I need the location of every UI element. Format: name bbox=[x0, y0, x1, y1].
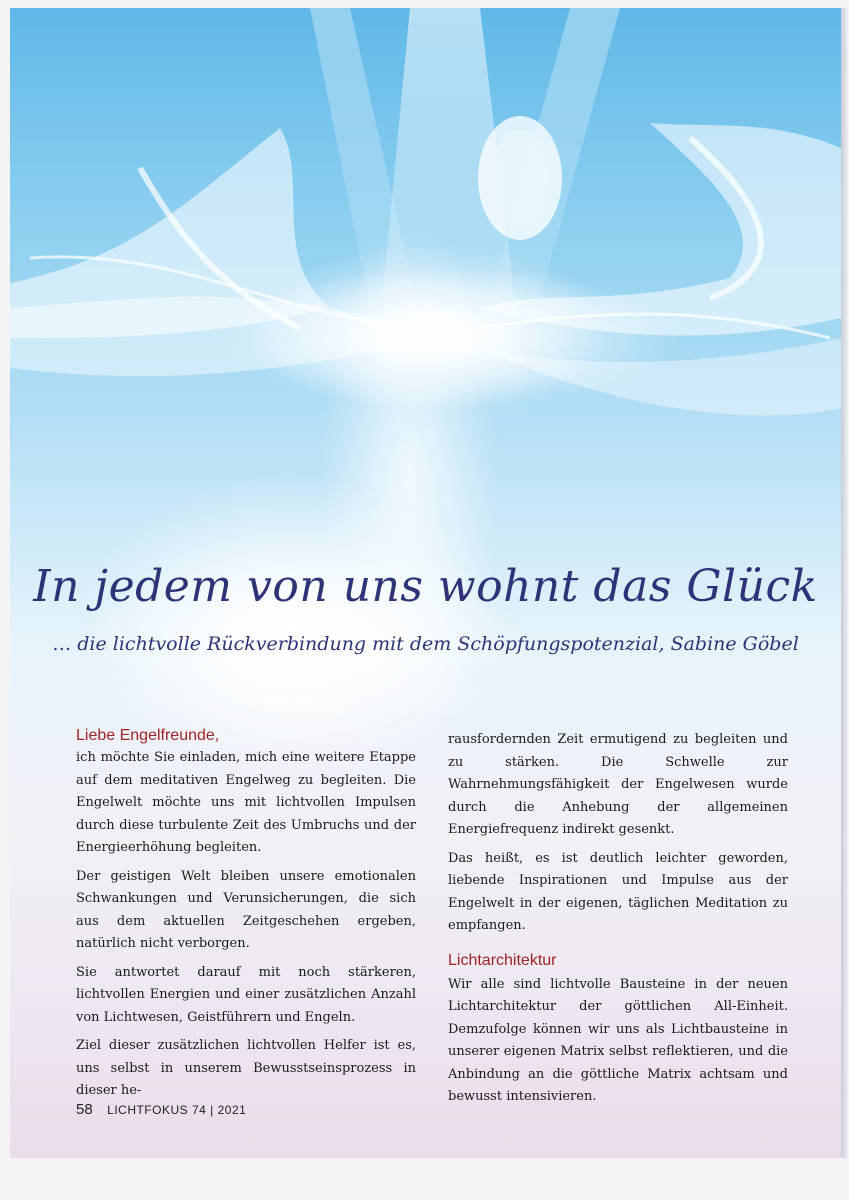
page-edge-shadow bbox=[841, 8, 849, 1158]
page-footer bbox=[76, 1101, 246, 1119]
paragraph: Ziel dieser zusätzlichen lichtvollen Helfer ist es, uns selbst in unserem Bewusstseinsprozess in dieser he- bbox=[76, 1038, 416, 1098]
paragraph: ich möchte Sie einladen, mich eine weitere Etappe auf dem meditativen Engelweg zu begleiten. Die Engelwelt möchte uns mit lichtvollen Impulsen durch diese turbulente Zeit des Umbruchs und der Energieerhöhung begleiten. bbox=[76, 750, 416, 855]
paragraph: rausfordernden Zeit ermutigend zu begleiten und zu stärken. Die Schwelle zur Wahrnehmungsfähigkeit der Engelwesen wurde durch die Anhebung der allgemeinen Energiefrequenz indirekt gesenkt. bbox=[448, 732, 788, 837]
right-column bbox=[448, 729, 788, 1115]
paragraph: Das heißt, es ist deutlich leichter geworden, liebende Inspirationen und Impulse aus der Engelwelt in der eigenen, täglichen Meditation zu empfangen. bbox=[448, 850, 788, 933]
section-heading: Lichtarchitektur bbox=[448, 951, 557, 969]
paragraph: Wir alle sind lichtvolle Bausteine in der neuen Lichtarchitektur der göttlichen All-Einheit. Demzufolge können wir uns als Lichtbausteine in unserer eigenen Matrix selbst reflektieren, und die Anbindung an die göttliche Matrix achtsam und bewusst intensivieren. bbox=[448, 976, 788, 1104]
article-subtitle: … die lichtvolle Rückverbindung mit dem Schöpfungspotenzial, Sabine Göbel bbox=[52, 633, 799, 655]
paragraph: Der geistigen Welt bleiben unsere emotionalen Schwankungen und Verunsicherungen, die sich aus dem aktuellen Zeitgeschehen ergeben, natürlich nicht verborgen. bbox=[76, 868, 416, 951]
left-column bbox=[76, 725, 416, 1109]
magazine-issue: LICHTFOKUS 74 | 2021 bbox=[107, 1103, 247, 1117]
magazine-page bbox=[10, 8, 841, 1158]
greeting-heading: Liebe Engelfreunde, bbox=[76, 727, 220, 744]
article-title: In jedem von uns wohnt das Glück bbox=[33, 561, 818, 612]
paragraph: Sie antwortet darauf mit noch stärkeren, lichtvollen Energien und einer zusätzlichen Anzahl von Lichtwesen, Geistführern und Engeln. bbox=[76, 964, 416, 1025]
page-number: 58 bbox=[76, 1101, 93, 1118]
